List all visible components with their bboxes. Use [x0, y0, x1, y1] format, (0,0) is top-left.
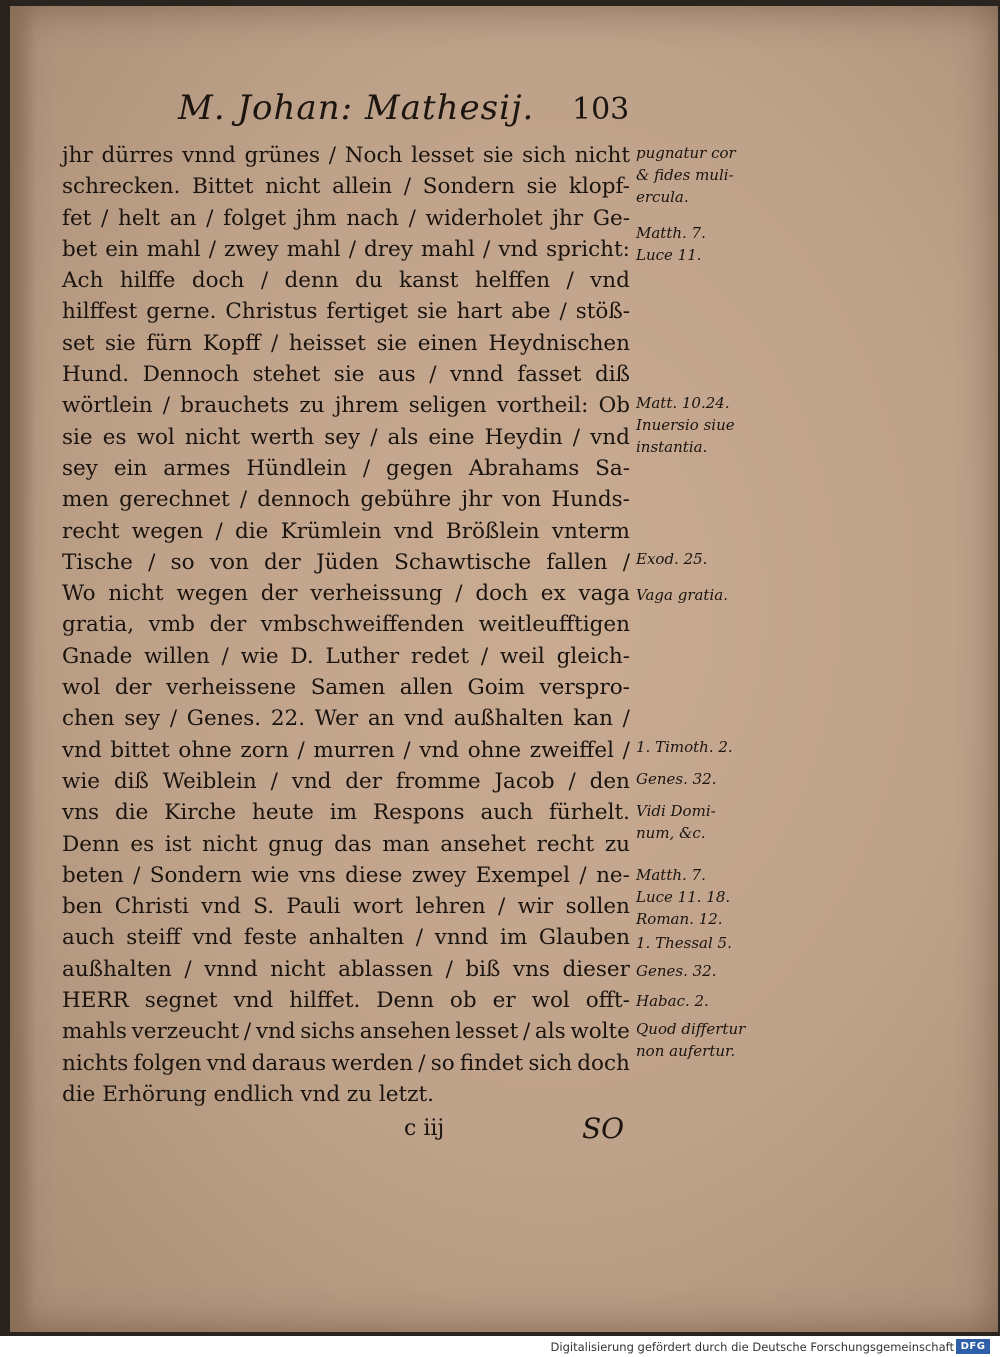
margin-note: [636, 392, 786, 458]
margin-note: [636, 800, 786, 844]
text-line: chen sey / Genes. 22. Wer an vnd außhalten kan /: [62, 706, 630, 732]
text-line: auch steiff vnd feste anhalten / vnnd im Glauben: [62, 925, 630, 951]
text-line: hilffest gerne. Christus fertiget sie hart abe / stöß-: [62, 299, 630, 325]
margin-note-line: ercula.: [636, 188, 689, 206]
text-line: wie diß Weiblein / vnd der fromme Jacob / den: [62, 768, 630, 794]
page-gutter-shadow: [10, 6, 36, 1332]
text-line: ben Christi vnd S. Pauli wort lehren / wir sollen: [62, 894, 630, 920]
text-line: Ach hilffe doch / denn du kanst helffen / vnd: [62, 268, 630, 294]
margin-note-line: Exod. 25.: [636, 550, 708, 568]
margin-note-line: Vaga gratia.: [636, 586, 728, 604]
margin-note-line: 1. Timoth. 2.: [636, 738, 733, 756]
text-line: Denn es ist nicht gnug das man ansehet recht zu: [62, 831, 630, 857]
text-line: men gerechnet / dennoch gebühre jhr von Hunds-: [62, 487, 630, 513]
text-line: fet / helt an / folget jhm nach / widerholet jhr Ge-: [62, 205, 630, 231]
margin-note: [636, 736, 786, 758]
text-line: außhalten / vnnd nicht ablassen / biß vns dieser: [62, 956, 630, 982]
margin-note-line: non aufertur.: [636, 1042, 736, 1060]
margin-note-line: instantia.: [636, 438, 708, 456]
text-line: sey ein armes Hündlein / gegen Abrahams Sa-: [62, 455, 630, 481]
margin-note: [636, 864, 786, 930]
text-line: sie es wol nicht werth sey / als eine Heydin / vnd: [62, 424, 630, 450]
margin-note-line: Genes. 32.: [636, 962, 717, 980]
catchword: SO: [582, 1112, 625, 1145]
page-number: 103: [572, 92, 630, 127]
text-line: wol der verheissene Samen allen Goim verspro-: [62, 675, 630, 701]
margin-note-line: Inuersio siue: [636, 416, 735, 434]
running-head: M. Johan: Mathesij.: [178, 88, 535, 128]
margin-note-line: 1. Thessal 5.: [636, 934, 732, 952]
text-line: nichts folgen vnd daraus werden / so findet sich doch: [62, 1050, 630, 1076]
margin-note: [636, 548, 786, 570]
margin-note-line: Luce 11.: [636, 246, 702, 264]
text-line: schrecken. Bittet nicht allein / Sondern sie klopf-: [62, 174, 630, 200]
margin-note: [636, 990, 786, 1012]
margin-note: [636, 222, 786, 266]
text-line: gratia, vmb der vmbschweiffenden weitleufftigen: [62, 612, 630, 638]
text-line: set sie fürn Kopff / heisset sie einen Heydnischen: [62, 330, 630, 356]
text-line: die Erhörung endlich vnd zu letzt.: [62, 1081, 434, 1107]
text-line: vnd bittet ohne zorn / murren / vnd ohne zweiffel /: [62, 737, 630, 763]
margin-note-line: Luce 11. 18.: [636, 888, 731, 906]
margin-note-line: Matth. 7.: [636, 866, 706, 884]
margin-note-line: num, &c.: [636, 824, 706, 842]
margin-note: [636, 960, 786, 982]
text-line: Wo nicht wegen der verheissung / doch ex vaga: [62, 581, 630, 607]
text-line: mahls verzeucht / vnd sichs ansehen lesset / als wolte: [62, 1019, 630, 1045]
margin-note-line: pugnatur cor: [636, 144, 736, 162]
text-line: Hund. Dennoch stehet sie aus / vnnd fasset diß: [62, 362, 630, 388]
margin-note-line: Matt. 10.24.: [636, 394, 730, 412]
text-line: recht wegen / die Krümlein vnd Brößlein vnterm: [62, 518, 630, 544]
margin-note-line: Roman. 12.: [636, 910, 723, 928]
text-line: bet ein mahl / zwey mahl / drey mahl / vnd spricht:: [62, 236, 630, 262]
margin-note-line: Quod differtur: [636, 1020, 746, 1038]
text-line: HERR segnet vnd hilffet. Denn ob er wol offt-: [62, 988, 630, 1014]
margin-note-line: Vidi Domi-: [636, 802, 716, 820]
attribution-text: Digitalisierung gefördert durch die Deutsche Forschungsgemeinschaft: [550, 1340, 954, 1354]
text-line: jhr dürres vnnd grünes / Noch lesset sie sich nicht: [62, 143, 630, 168]
margin-note-line: & fides muli-: [636, 166, 734, 184]
dfg-logo: DFG: [956, 1339, 990, 1354]
body-text: [62, 140, 630, 1110]
margin-note: [636, 932, 786, 954]
margin-note-line: Habac. 2.: [636, 992, 709, 1010]
margin-note: [636, 768, 786, 790]
text-line: wörtlein / brauchets zu jhrem seligen vortheil: Ob: [62, 393, 630, 419]
signature-mark: c iij: [404, 1116, 445, 1141]
margin-note-line: Matth. 7.: [636, 224, 706, 242]
text-line: Gnade willen / wie D. Luther redet / weil gleich-: [62, 643, 630, 669]
text-line: Tische / so von der Jüden Schawtische fallen /: [62, 549, 630, 575]
margin-note-line: Genes. 32.: [636, 770, 717, 788]
margin-note: [636, 584, 786, 606]
margin-note: [636, 1018, 786, 1062]
margin-note: [636, 142, 786, 208]
text-line: vns die Kirche heute im Respons auch fürhelt.: [62, 800, 630, 826]
text-line: beten / Sondern wie vns diese zwey Exempel / ne-: [62, 862, 630, 888]
